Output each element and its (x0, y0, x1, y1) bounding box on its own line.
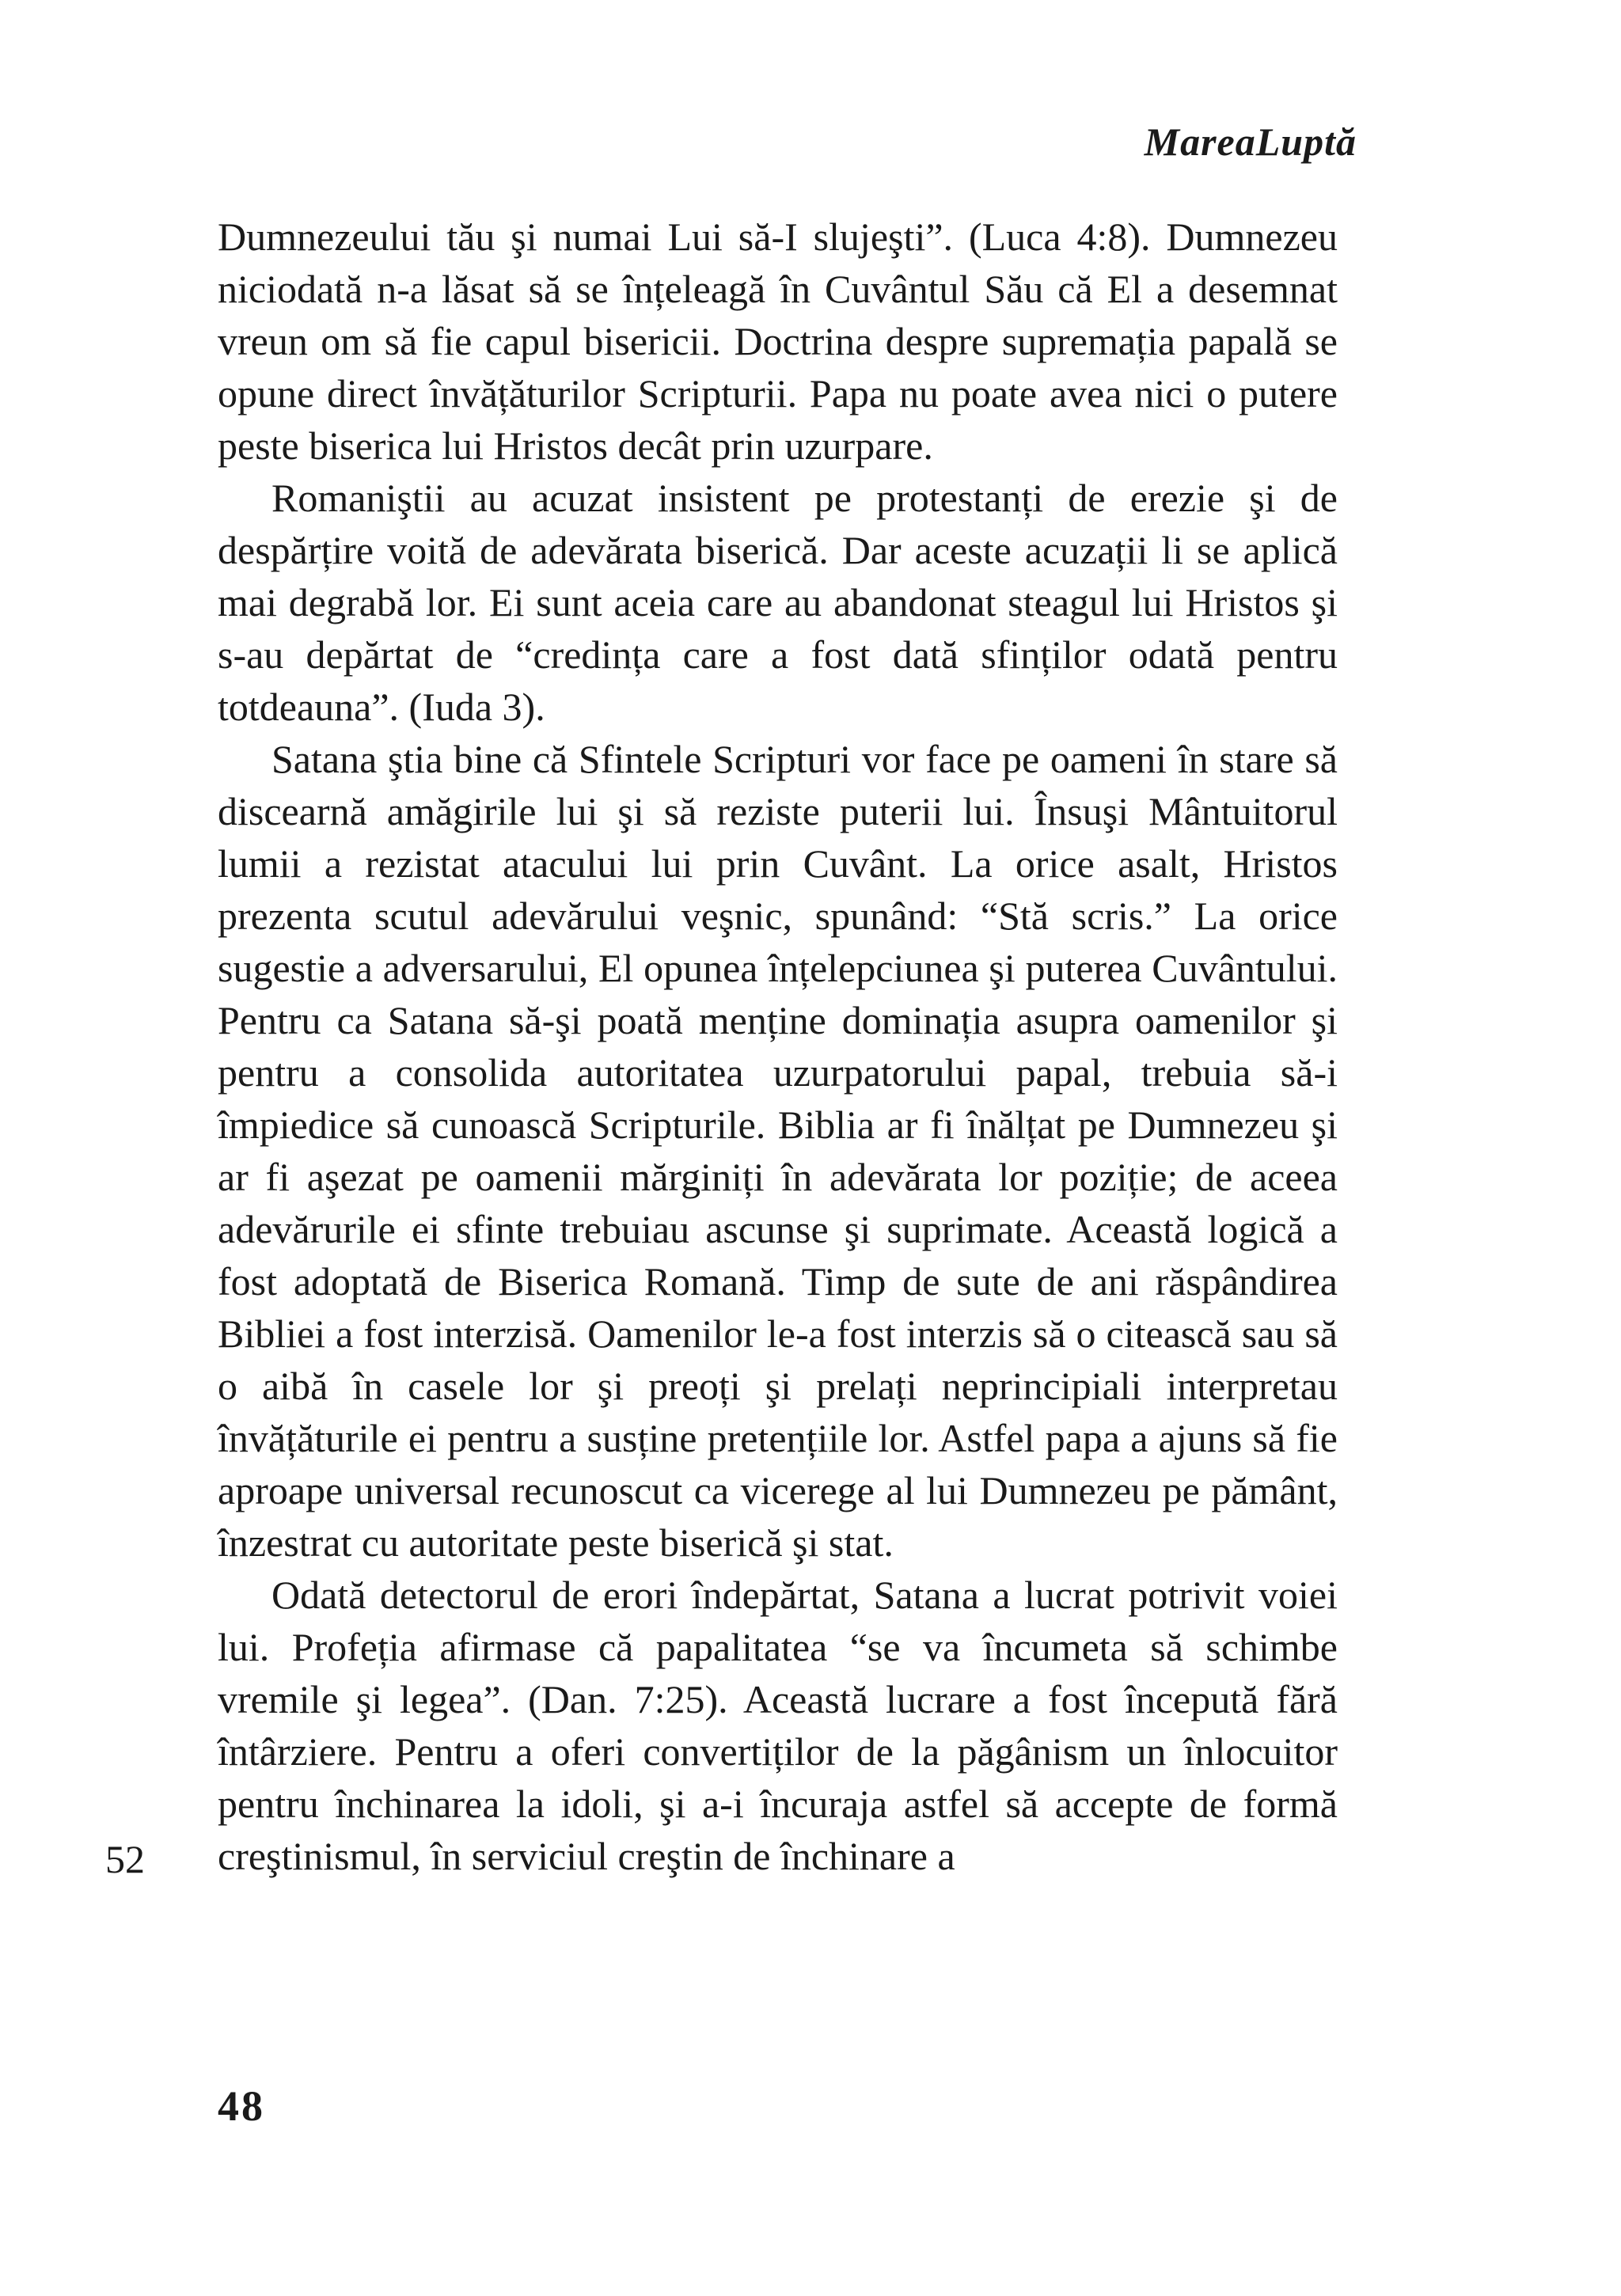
margin-page-reference: 52 (105, 1837, 145, 1881)
paragraph-4: Odată detectorul de erori îndepărtat, Satana a lucrat potrivit voiei lui. Profeția afirmase că papalitatea “se va încumeta să schimbe vremile şi legea”. (Dan. 7:25). Această lucrare a fost începută fără întârziere. Pentru a oferi convertiților de la păgânism un înlocuitor pentru închinarea la idoli, şi a-i încuraja astfel să accepte de formă creştinismul, în serviciul creştin de închinare a (218, 1573, 1338, 1878)
paragraph-2: Romaniştii au acuzat insistent pe protestanți de erezie şi de despărțire voită de adevărata biserică. Dar aceste acuzații li se aplică mai degrabă lor. Ei sunt aceia care au abandonat steagul lui Hristos şi s-au depărtat de “credința care a fost dată sfinților odată pentru totdeauna”. (Iuda 3). (218, 476, 1338, 729)
paragraph-3: Satana ştia bine că Sfintele Scripturi vor face pe oameni în stare să discearnă amăgirile lui şi să reziste puterii lui. Însuşi Mântuitorul lumii a rezistat atacului lui prin Cuvânt. La orice asalt, Hristos prezenta scutul adevărului veşnic, spunând: “Stă scris.” La orice sugestie a adversarului, El opunea înțelepciunea şi puterea Cuvântului. Pentru ca Satana să-şi poată menține dominația asupra oamenilor şi pentru a consolida autoritatea uzurpatorului papal, trebuia să-i împiedice să cunoască Scripturile. Biblia ar fi înălțat pe Dumnezeu şi ar fi aşezat pe oamenii mărginiți în adevărata lor poziție; de aceea adevărurile ei sfinte trebuiau ascunse şi suprimate. Această logică a fost adoptată de Biserica Romană. Timp de sute de ani răspândirea Bibliei a fost interzisă. Oamenilor le-a fost interzis să o citească sau să o aibă în casele lor şi preoți şi prelați neprincipiali interpretau învățăturile ei pentru a susține pretențiile lor. Astfel papa a ajuns să fie aproape universal recunoscut ca viceregе al lui Dumnezeu pe pământ, înzestrat cu autoritate peste biserică şi stat. (218, 737, 1338, 1565)
paragraph-1: Dumnezeului tău şi numai Lui să-I slujeşti”. (Luca 4:8). Dumnezeu niciodată n-a lăsat să se înțeleagă în Cuvântul Său că El a desemnat vreun om să fie capul bisericii. Doctrina despre supremația papală se opune direct învățăturilor Scripturii. Papa nu poate avea nici o putere peste biserica lui Hristos decât prin uzurpare. (218, 214, 1338, 468)
page-number: 48 (218, 2082, 265, 2130)
running-header: MareaLuptă (1144, 120, 1357, 164)
body-text (218, 211, 1338, 1882)
